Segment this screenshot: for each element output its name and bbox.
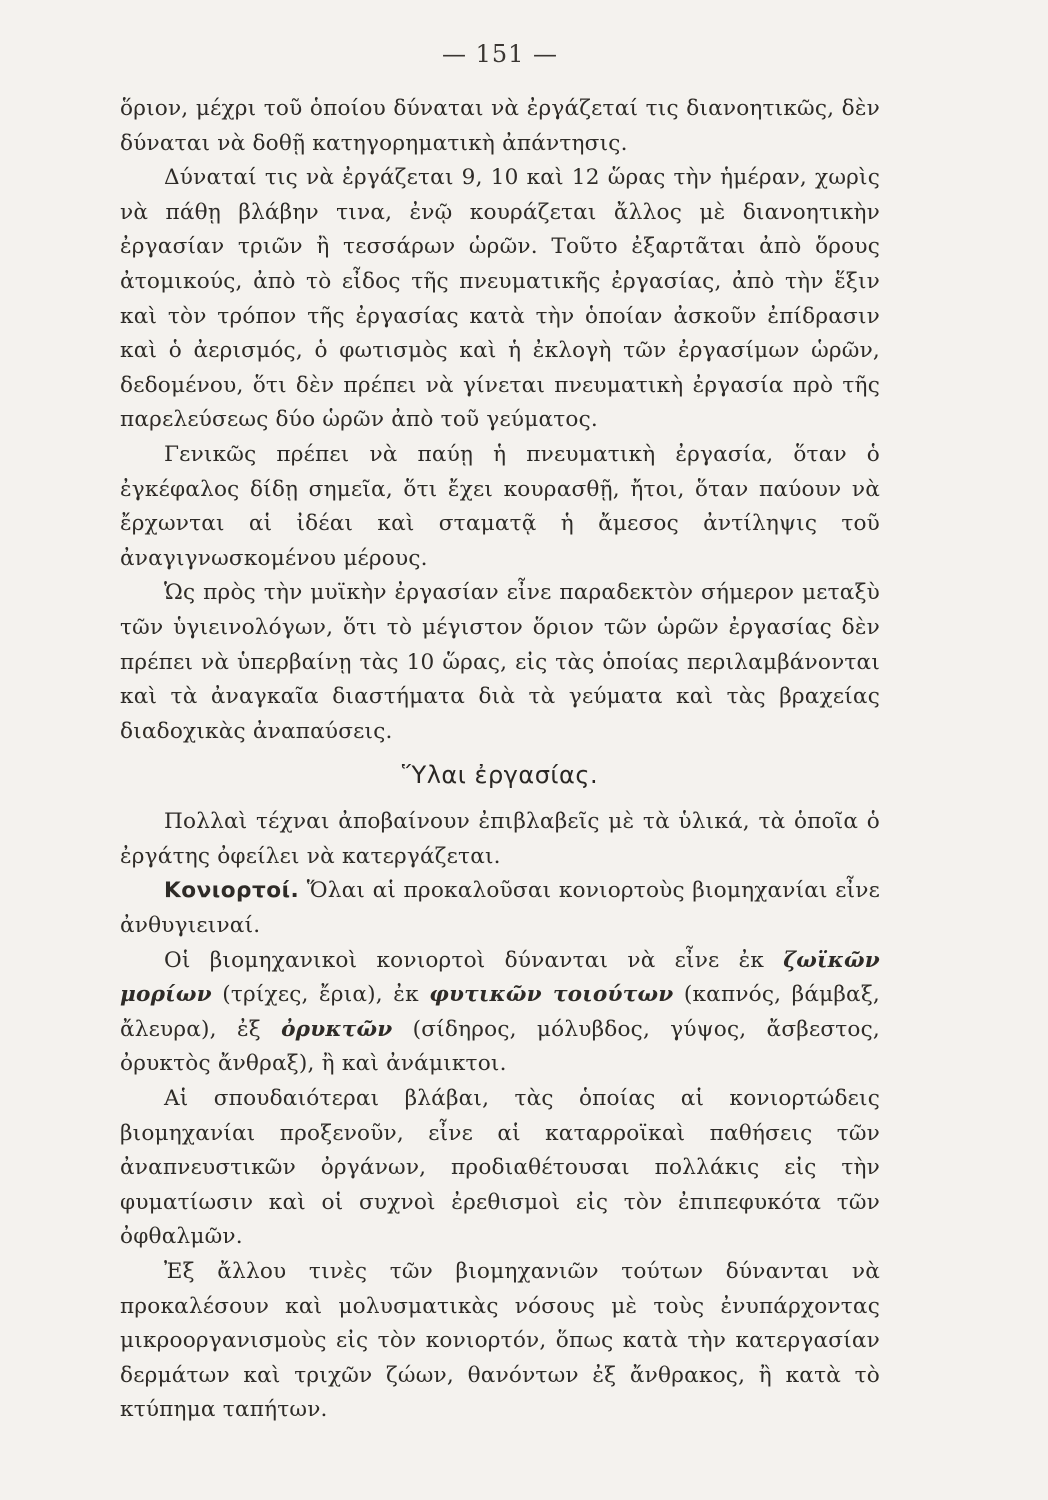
- paragraph: Δύναταί τις νὰ ἐργάζεται 9, 10 καὶ 12 ὥρας τὴν ἡμέραν, χωρὶς νὰ πάθῃ βλάβην τινα, ἐνῷ κουράζεται ἄλλος μὲ διανοητικὴν ἐργασίαν τριῶν ἢ τεσσάρων ὡρῶν. Τοῦτο ἐξαρτᾶται ἀπὸ ὅρους ἀτομικούς, ἀπὸ τὸ εἶδος τῆς πνευματικῆς ἐργασίας, ἀπὸ τὴν ἕξιν καὶ τὸν τρόπον τῆς ἐργασίας κατὰ τὴν ὁποίαν ἀσκοῦν ἐπίδρασιν καὶ ὁ ἀερισμός, ὁ φωτισμὸς καὶ ἡ ἐκλογὴ τῶν ἐργασίμων ὡρῶν, δεδομένου, ὅτι δὲν πρέπει νὰ γίνεται πνευματικὴ ἐργασία πρὸ τῆς παρελεύσεως δύο ὡρῶν ἀπὸ τοῦ γεύματος.: [120, 165, 880, 433]
- text-run: Οἱ βιομηχανικοὶ κονιορτοὶ δύνανται νὰ εἶνε ἐκ: [164, 947, 784, 973]
- term-heading: Κονιορτοί.: [164, 878, 300, 904]
- paragraph: Πολλαὶ τέχναι ἀποβαίνουν ἐπιβλαβεῖς μὲ τὰ ὑλικά, τὰ ὁποῖα ὁ ἐργάτης ὀφείλει νὰ κατεργάζεται.: [120, 809, 880, 869]
- paragraph-text: Ὅλαι αἱ προκαλοῦσαι κονιορτοὺς βιομηχανίαι εἶνε ἀνθυγιειναί.: [120, 878, 880, 939]
- paragraph: Γενικῶς πρέπει νὰ παύῃ ἡ πνευματικὴ ἐργασία, ὅταν ὁ ἐγκέφαλος δίδῃ σημεῖα, ὅτι ἔχει κουρασθῇ, ἤτοι, ὅταν παύουν νὰ ἔρχωνται αἱ ἰδέαι καὶ σταματᾷ ἡ ἄμεσος ἀντίληψις τοῦ ἀναγιγνωσκομένου μέρους.: [120, 441, 880, 571]
- emphasis-term: φυτικῶν τοιούτων: [429, 982, 674, 1008]
- text-run: (καπνός, βάμβαξ, ἄλευρα), ἐξ: [120, 982, 880, 1042]
- text-run: (σίδηρος, μόλυβδος, γύψος, ἄσβεστος, ὀρυκτὸς ἄνθραξ), ἢ καὶ ἀνάμικτοι.: [120, 1016, 880, 1077]
- emphasis-term: ζωϊκῶν μορίων: [120, 947, 880, 1008]
- page-number: — 151 —: [441, 40, 559, 68]
- text-run: (τρίχες, ἔρια), ἐκ: [211, 982, 430, 1008]
- document-page: [120, 40, 880, 1428]
- paragraph: Ὡς πρὸς τὴν μυϊκὴν ἐργασίαν εἶνε παραδεκτὸν σήμερον μεταξὺ τῶν ὑγιεινολόγων, ὅτι τὸ μέγιστον ὅριον τῶν ὡρῶν ἐργασίας δὲν πρέπει νὰ ὑπερβαίνῃ τὰς 10 ὥρας, εἰς τὰς ὁποίας περιλαμβάνονται καὶ τὰ ἀναγκαῖα διαστήματα διὰ τὰ γεύματα καὶ τὰς βραχείας διαδοχικὰς ἀναπαύσεις.: [120, 580, 880, 744]
- paragraph: Αἱ σπουδαιότεραι βλάβαι, τὰς ὁποίας αἱ κονιορτώδεις βιομηχανίαι προξενοῦν, εἶνε αἱ καταρροϊκαὶ παθήσεις τῶν ἀναπνευστικῶν ὀργάνων, προδιαθέτουσαι πολλάκις εἰς τὴν φυματίωσιν καὶ οἱ συχνοὶ ἐρεθισμοὶ εἰς τὸν ἐπιπεφυκότα τῶν ὀφθαλμῶν.: [120, 1086, 880, 1250]
- paragraph-dusts: [120, 874, 880, 943]
- paragraph-dust-types: [120, 944, 880, 1082]
- paragraph: Ἐξ ἄλλου τινὲς τῶν βιομηχανιῶν τούτων δύνανται νὰ προκαλέσουν καὶ μολυσματικὰς νόσους μὲ τοὺς ἐνυπάρχοντας μικροοργανισμοὺς εἰς τὸν κονιορτόν, ὅπως κατὰ τὴν κατεργασίαν δερμάτων καὶ τριχῶν ζώων, θανόντων ἐξ ἄνθρακος, ἢ κατὰ τὸ κτύπημα ταπήτων.: [120, 1259, 880, 1423]
- section-heading: Ὕλαι ἐργασίας.: [401, 761, 599, 790]
- emphasis-term: ὀρυκτῶν: [281, 1016, 393, 1042]
- paragraph-continuation: ὅριον, μέχρι τοῦ ὁποίου δύναται νὰ ἐργάζεταί τις διανοητικῶς, δὲν δύναται νὰ δοθῇ κατηγορηματικὴ ἀπάντησις.: [120, 96, 880, 156]
